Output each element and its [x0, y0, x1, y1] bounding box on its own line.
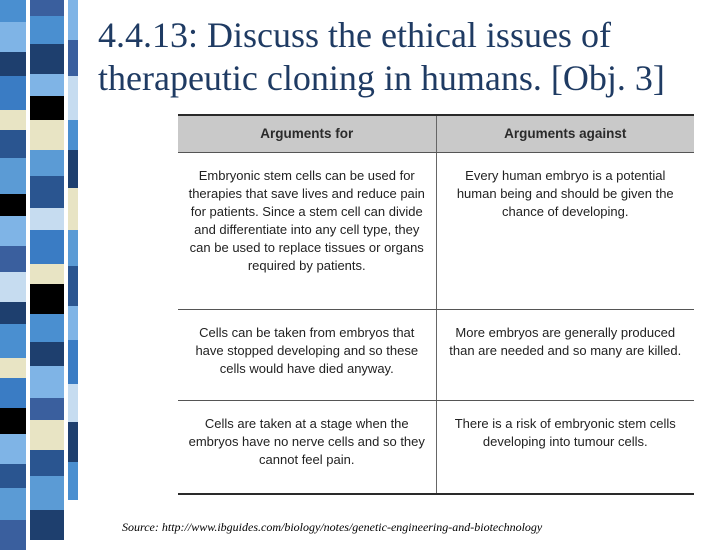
argument-against-cell: There is a risk of embryonic stem cells developing into tumour cells.	[436, 401, 694, 495]
header-arguments-for: Arguments for	[178, 115, 436, 153]
argument-for-cell: Embryonic stem cells can be used for therapies that save lives and reduce pain for patients. Since a stem cell can divide and differentiate into any cell type, they can be used to replace tissues or organs required by patients.	[178, 153, 436, 310]
table-row	[178, 401, 694, 495]
table-row	[178, 310, 694, 401]
stripe-column-middle	[30, 0, 64, 540]
argument-against-cell: Every human embryo is a potential human being and should be given the chance of developing.	[436, 153, 694, 310]
arguments-table	[178, 114, 694, 495]
table-header-row	[178, 115, 694, 153]
stripe-column-right	[68, 0, 78, 540]
decorative-stripes	[0, 0, 80, 540]
header-arguments-against: Arguments against	[436, 115, 694, 153]
arguments-table-container	[178, 114, 694, 495]
source-citation: Source: http://www.ibguides.com/biology/notes/genetic-engineering-and-biotechnology	[122, 520, 543, 534]
argument-for-cell: Cells are taken at a stage when the embryos have no nerve cells and so they cannot feel pain.	[178, 401, 436, 495]
argument-against-cell: More embryos are generally produced than are needed and so many are killed.	[436, 310, 694, 401]
stripe-column-left	[0, 0, 26, 540]
slide-title: 4.4.13: Discuss the ethical issues of therapeutic cloning in humans. [Obj. 3]	[98, 15, 665, 98]
argument-for-cell: Cells can be taken from embryos that have stopped developing and so these cells would have died anyway.	[178, 310, 436, 401]
table-row	[178, 153, 694, 310]
